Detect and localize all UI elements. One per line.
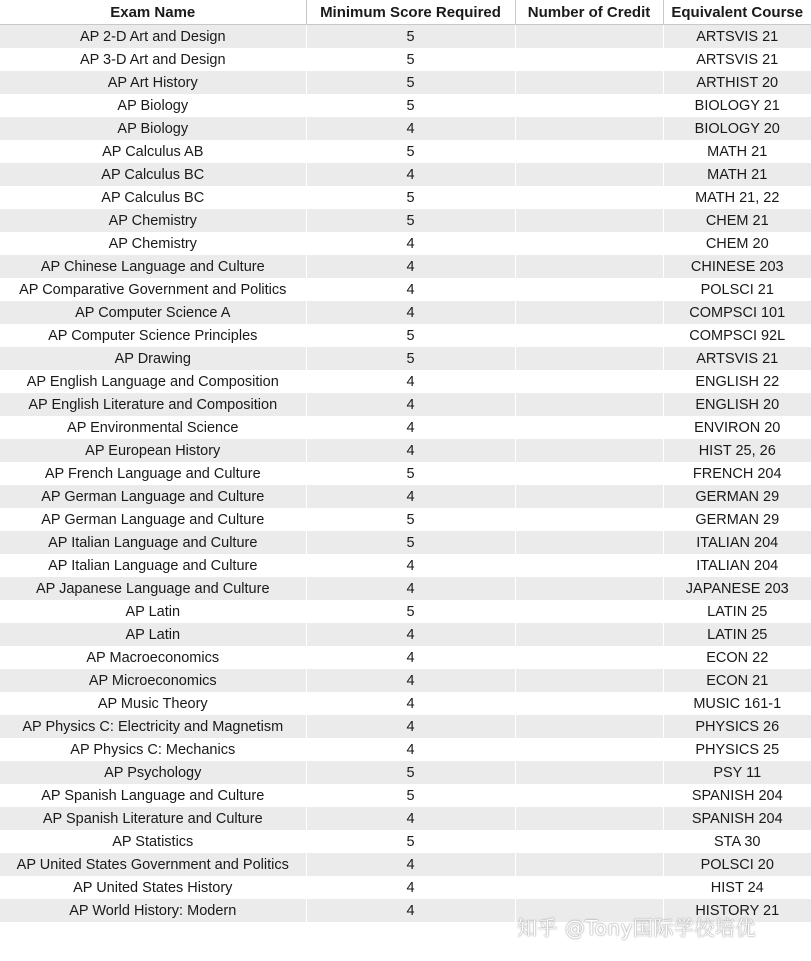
equivalent-course-cell: SPANISH 204: [663, 784, 811, 807]
equivalent-course-cell: POLSCI 20: [663, 853, 811, 876]
equivalent-course-cell: CHEM 21: [663, 209, 811, 232]
min-score-cell: 4: [306, 853, 515, 876]
equivalent-course-cell: ARTHIST 20: [663, 71, 811, 94]
credit-cell: [515, 232, 663, 255]
credit-cell: [515, 784, 663, 807]
exam-name-cell: AP Statistics: [0, 830, 306, 853]
table-row: [0, 692, 811, 715]
table-row: [0, 646, 811, 669]
credit-cell: [515, 531, 663, 554]
table-row: [0, 669, 811, 692]
equivalent-course-cell: MUSIC 161-1: [663, 692, 811, 715]
exam-name-cell: AP Calculus BC: [0, 186, 306, 209]
exam-name-cell: AP Calculus BC: [0, 163, 306, 186]
exam-name-cell: AP Music Theory: [0, 692, 306, 715]
equivalent-course-cell: ECON 21: [663, 669, 811, 692]
exam-name-cell: AP Microeconomics: [0, 669, 306, 692]
equivalent-course-cell: ITALIAN 204: [663, 531, 811, 554]
table-row: [0, 278, 811, 301]
credit-cell: [515, 623, 663, 646]
exam-name-cell: AP German Language and Culture: [0, 485, 306, 508]
credit-cell: [515, 761, 663, 784]
exam-name-cell: AP Environmental Science: [0, 416, 306, 439]
equivalent-course-cell: PHYSICS 26: [663, 715, 811, 738]
equivalent-course-cell: ENGLISH 22: [663, 370, 811, 393]
equivalent-course-cell: FRENCH 204: [663, 462, 811, 485]
credit-cell: [515, 347, 663, 370]
exam-name-cell: AP Italian Language and Culture: [0, 531, 306, 554]
equivalent-course-cell: MATH 21, 22: [663, 186, 811, 209]
table-row: [0, 531, 811, 554]
exam-name-cell: AP Spanish Literature and Culture: [0, 807, 306, 830]
credit-cell: [515, 209, 663, 232]
min-score-cell: 5: [306, 784, 515, 807]
equivalent-course-cell: POLSCI 21: [663, 278, 811, 301]
credit-cell: [515, 25, 663, 49]
credit-cell: [515, 646, 663, 669]
table-row: [0, 25, 811, 49]
exam-name-cell: AP Italian Language and Culture: [0, 554, 306, 577]
min-score-cell: 4: [306, 899, 515, 922]
table-row: [0, 853, 811, 876]
header-number-of-credit: Number of Credit: [515, 0, 663, 25]
equivalent-course-cell: HIST 24: [663, 876, 811, 899]
equivalent-course-cell: MATH 21: [663, 140, 811, 163]
credit-cell: [515, 853, 663, 876]
table-row: [0, 94, 811, 117]
min-score-cell: 5: [306, 25, 515, 49]
min-score-cell: 4: [306, 577, 515, 600]
exam-name-cell: AP English Literature and Composition: [0, 393, 306, 416]
exam-name-cell: AP Physics C: Mechanics: [0, 738, 306, 761]
credit-cell: [515, 393, 663, 416]
table-row: [0, 140, 811, 163]
table-row: [0, 876, 811, 899]
min-score-cell: 5: [306, 324, 515, 347]
table-row: [0, 623, 811, 646]
table-row: [0, 301, 811, 324]
exam-name-cell: AP Chinese Language and Culture: [0, 255, 306, 278]
header-equivalent-course: Equivalent Course: [663, 0, 811, 25]
table-row: [0, 577, 811, 600]
min-score-cell: 5: [306, 830, 515, 853]
exam-name-cell: AP Calculus AB: [0, 140, 306, 163]
exam-name-cell: AP Biology: [0, 94, 306, 117]
min-score-cell: 4: [306, 669, 515, 692]
exam-name-cell: AP World History: Modern: [0, 899, 306, 922]
equivalent-course-cell: PSY 11: [663, 761, 811, 784]
table-row: [0, 71, 811, 94]
credit-cell: [515, 692, 663, 715]
exam-name-cell: AP Japanese Language and Culture: [0, 577, 306, 600]
credit-cell: [515, 807, 663, 830]
equivalent-course-cell: ARTSVIS 21: [663, 48, 811, 71]
exam-name-cell: AP Psychology: [0, 761, 306, 784]
credit-cell: [515, 48, 663, 71]
min-score-cell: 5: [306, 600, 515, 623]
exam-name-cell: AP Spanish Language and Culture: [0, 784, 306, 807]
min-score-cell: 4: [306, 554, 515, 577]
equivalent-course-cell: CHEM 20: [663, 232, 811, 255]
min-score-cell: 5: [306, 71, 515, 94]
exam-name-cell: AP United States History: [0, 876, 306, 899]
credit-cell: [515, 439, 663, 462]
table-row: [0, 117, 811, 140]
equivalent-course-cell: GERMAN 29: [663, 508, 811, 531]
min-score-cell: 4: [306, 301, 515, 324]
min-score-cell: 4: [306, 738, 515, 761]
min-score-cell: 4: [306, 393, 515, 416]
table-row: [0, 715, 811, 738]
credit-cell: [515, 485, 663, 508]
credit-cell: [515, 186, 663, 209]
credit-cell: [515, 370, 663, 393]
equivalent-course-cell: HISTORY 21: [663, 899, 811, 922]
table-row: [0, 508, 811, 531]
table-row: [0, 738, 811, 761]
exam-name-cell: AP United States Government and Politics: [0, 853, 306, 876]
min-score-cell: 5: [306, 94, 515, 117]
min-score-cell: 4: [306, 807, 515, 830]
exam-name-cell: AP European History: [0, 439, 306, 462]
credit-cell: [515, 462, 663, 485]
equivalent-course-cell: JAPANESE 203: [663, 577, 811, 600]
min-score-cell: 5: [306, 462, 515, 485]
equivalent-course-cell: LATIN 25: [663, 600, 811, 623]
credit-cell: [515, 715, 663, 738]
min-score-cell: 5: [306, 186, 515, 209]
min-score-cell: 4: [306, 623, 515, 646]
equivalent-course-cell: COMPSCI 92L: [663, 324, 811, 347]
credit-cell: [515, 577, 663, 600]
table-row: [0, 485, 811, 508]
min-score-cell: 4: [306, 255, 515, 278]
credit-cell: [515, 669, 663, 692]
equivalent-course-cell: LATIN 25: [663, 623, 811, 646]
exam-name-cell: AP Comparative Government and Politics: [0, 278, 306, 301]
equivalent-course-cell: ENVIRON 20: [663, 416, 811, 439]
watermark: 知乎 @Tony国际学校培优: [517, 916, 756, 940]
table-row: [0, 255, 811, 278]
exam-name-cell: AP Physics C: Electricity and Magnetism: [0, 715, 306, 738]
exam-name-cell: AP 2-D Art and Design: [0, 25, 306, 49]
equivalent-course-cell: CHINESE 203: [663, 255, 811, 278]
table-row: [0, 416, 811, 439]
credit-cell: [515, 301, 663, 324]
table-row: [0, 439, 811, 462]
table-row: [0, 209, 811, 232]
exam-name-cell: AP Computer Science A: [0, 301, 306, 324]
equivalent-course-cell: BIOLOGY 21: [663, 94, 811, 117]
exam-name-cell: AP Macroeconomics: [0, 646, 306, 669]
exam-name-cell: AP Biology: [0, 117, 306, 140]
equivalent-course-cell: ARTSVIS 21: [663, 347, 811, 370]
credit-cell: [515, 600, 663, 623]
table-row: [0, 600, 811, 623]
min-score-cell: 4: [306, 646, 515, 669]
min-score-cell: 4: [306, 416, 515, 439]
min-score-cell: 4: [306, 117, 515, 140]
credit-cell: [515, 554, 663, 577]
exam-name-cell: AP Computer Science Principles: [0, 324, 306, 347]
exam-name-cell: AP Drawing: [0, 347, 306, 370]
table-row: [0, 830, 811, 853]
equivalent-course-cell: ECON 22: [663, 646, 811, 669]
credit-cell: [515, 876, 663, 899]
table-row: [0, 393, 811, 416]
table-row: [0, 232, 811, 255]
credit-cell: [515, 830, 663, 853]
min-score-cell: 5: [306, 761, 515, 784]
min-score-cell: 5: [306, 508, 515, 531]
table-row: [0, 186, 811, 209]
header-exam-name: Exam Name: [0, 0, 306, 25]
exam-name-cell: AP Art History: [0, 71, 306, 94]
exam-name-cell: AP German Language and Culture: [0, 508, 306, 531]
exam-name-cell: AP 3-D Art and Design: [0, 48, 306, 71]
min-score-cell: 4: [306, 370, 515, 393]
min-score-cell: 5: [306, 140, 515, 163]
exam-name-cell: AP Chemistry: [0, 232, 306, 255]
equivalent-course-cell: COMPSCI 101: [663, 301, 811, 324]
credit-cell: [515, 255, 663, 278]
min-score-cell: 5: [306, 48, 515, 71]
min-score-cell: 5: [306, 531, 515, 554]
min-score-cell: 4: [306, 485, 515, 508]
min-score-cell: 4: [306, 692, 515, 715]
equivalent-course-cell: ITALIAN 204: [663, 554, 811, 577]
table-body: [0, 25, 811, 923]
credit-cell: [515, 71, 663, 94]
equivalent-course-cell: ENGLISH 20: [663, 393, 811, 416]
min-score-cell: 5: [306, 209, 515, 232]
exam-name-cell: AP Chemistry: [0, 209, 306, 232]
credit-cell: [515, 94, 663, 117]
table-row: [0, 554, 811, 577]
equivalent-course-cell: PHYSICS 25: [663, 738, 811, 761]
table-row: [0, 347, 811, 370]
credit-cell: [515, 117, 663, 140]
credit-cell: [515, 416, 663, 439]
exam-name-cell: AP English Language and Composition: [0, 370, 306, 393]
equivalent-course-cell: ARTSVIS 21: [663, 25, 811, 49]
min-score-cell: 4: [306, 278, 515, 301]
equivalent-course-cell: BIOLOGY 20: [663, 117, 811, 140]
credit-cell: [515, 324, 663, 347]
min-score-cell: 5: [306, 347, 515, 370]
table-row: [0, 370, 811, 393]
table-row: [0, 462, 811, 485]
credit-cell: [515, 140, 663, 163]
exam-name-cell: AP French Language and Culture: [0, 462, 306, 485]
table-row: [0, 163, 811, 186]
equivalent-course-cell: SPANISH 204: [663, 807, 811, 830]
table-row: [0, 761, 811, 784]
min-score-cell: 4: [306, 439, 515, 462]
credit-cell: [515, 508, 663, 531]
min-score-cell: 4: [306, 715, 515, 738]
credit-cell: [515, 738, 663, 761]
table-row: [0, 784, 811, 807]
credit-cell: [515, 163, 663, 186]
header-row: [0, 0, 811, 25]
header-minimum-score: Minimum Score Required: [306, 0, 515, 25]
table-row: [0, 48, 811, 71]
min-score-cell: 4: [306, 876, 515, 899]
exam-name-cell: AP Latin: [0, 623, 306, 646]
exam-name-cell: AP Latin: [0, 600, 306, 623]
equivalent-course-cell: HIST 25, 26: [663, 439, 811, 462]
equivalent-course-cell: MATH 21: [663, 163, 811, 186]
equivalent-course-cell: GERMAN 29: [663, 485, 811, 508]
table-row: [0, 807, 811, 830]
credit-cell: [515, 278, 663, 301]
min-score-cell: 4: [306, 163, 515, 186]
equivalent-course-cell: STA 30: [663, 830, 811, 853]
table-row: [0, 324, 811, 347]
min-score-cell: 4: [306, 232, 515, 255]
